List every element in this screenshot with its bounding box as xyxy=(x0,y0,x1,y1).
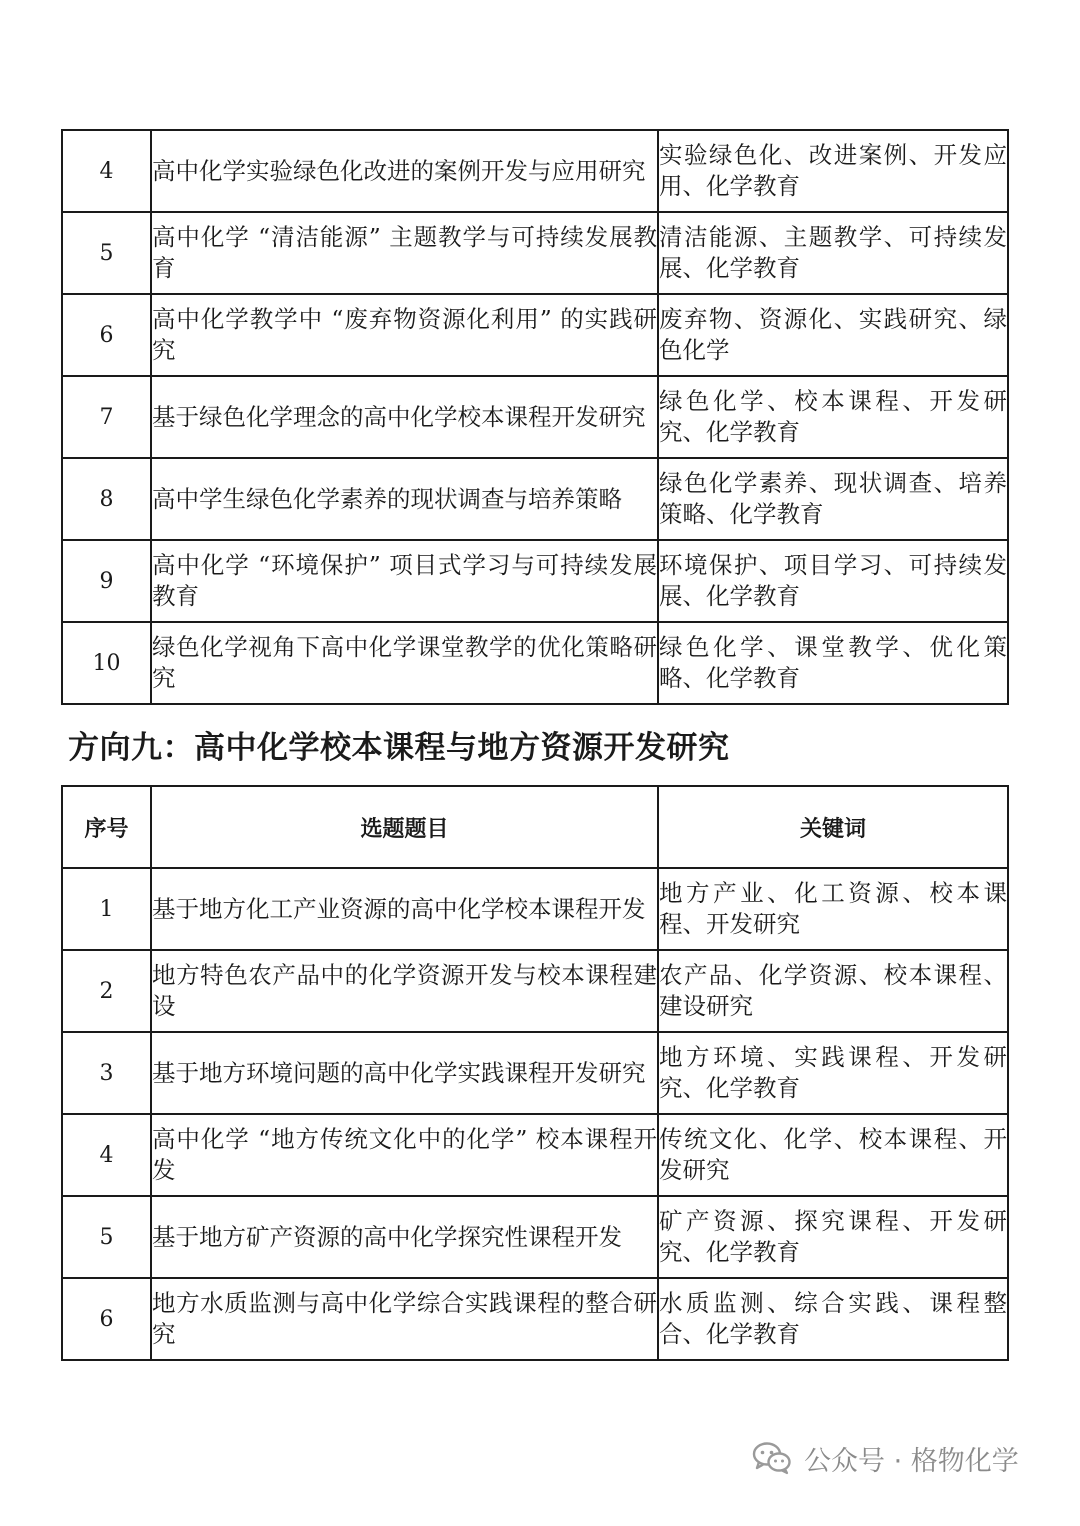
topic-title: 高中化学教学中 “废弃物资源化利用” 的实践研究 xyxy=(151,294,658,376)
topic-title: 高中化学 “地方传统文化中的化学” 校本课程开发 xyxy=(151,1114,658,1196)
row-number: 2 xyxy=(62,950,151,1032)
table-row xyxy=(62,130,1008,212)
topic-title: 基于地方环境问题的高中化学实践课程开发研究 xyxy=(151,1032,658,1114)
table-row xyxy=(62,540,1008,622)
table-row xyxy=(62,294,1008,376)
topics-table-continued xyxy=(61,129,1009,705)
table-row xyxy=(62,212,1008,294)
topic-title: 高中化学 “清洁能源” 主题教学与可持续发展教育 xyxy=(151,212,658,294)
topic-title: 地方特色农产品中的化学资源开发与校本课程建设 xyxy=(151,950,658,1032)
topic-keywords: 矿产资源、探究课程、开发研究、化学教育 xyxy=(658,1196,1008,1278)
table-header-row xyxy=(62,786,1008,868)
row-number: 8 xyxy=(62,458,151,540)
topic-keywords: 绿色化学、校本课程、开发研究、化学教育 xyxy=(658,376,1008,458)
table-row xyxy=(62,1114,1008,1196)
topic-title: 高中化学 “环境保护” 项目式学习与可持续发展教育 xyxy=(151,540,658,622)
topic-title: 绿色化学视角下高中化学课堂教学的优化策略研究 xyxy=(151,622,658,704)
row-number: 7 xyxy=(62,376,151,458)
wechat-icon xyxy=(752,1441,792,1475)
topic-title: 基于地方化工产业资源的高中化学校本课程开发 xyxy=(151,868,658,950)
topic-keywords: 废弃物、资源化、实践研究、绿色化学 xyxy=(658,294,1008,376)
table-row xyxy=(62,1278,1008,1360)
table-row xyxy=(62,622,1008,704)
row-number: 3 xyxy=(62,1032,151,1114)
section-heading: 方向九：高中化学校本课程与地方资源开发研究 xyxy=(68,730,730,766)
row-number: 6 xyxy=(62,294,151,376)
topic-keywords: 地方产业、化工资源、校本课程、开发研究 xyxy=(658,868,1008,950)
topic-title: 高中化学实验绿色化改进的案例开发与应用研究 xyxy=(151,130,658,212)
topic-title: 地方水质监测与高中化学综合实践课程的整合研究 xyxy=(151,1278,658,1360)
row-number: 4 xyxy=(62,130,151,212)
row-number: 6 xyxy=(62,1278,151,1360)
header-number: 序号 xyxy=(62,786,151,868)
topic-title: 高中学生绿色化学素养的现状调查与培养策略 xyxy=(151,458,658,540)
topic-keywords: 水质监测、综合实践、课程整合、化学教育 xyxy=(658,1278,1008,1360)
row-number: 1 xyxy=(62,868,151,950)
table-row xyxy=(62,950,1008,1032)
row-number: 4 xyxy=(62,1114,151,1196)
table-row xyxy=(62,1196,1008,1278)
row-number: 5 xyxy=(62,212,151,294)
topic-title: 基于地方矿产资源的高中化学探究性课程开发 xyxy=(151,1196,658,1278)
row-number: 5 xyxy=(62,1196,151,1278)
wechat-watermark xyxy=(752,1436,1019,1480)
table-row xyxy=(62,868,1008,950)
topic-keywords: 地方环境、实践课程、开发研究、化学教育 xyxy=(658,1032,1008,1114)
topic-title: 基于绿色化学理念的高中化学校本课程开发研究 xyxy=(151,376,658,458)
topic-keywords: 农产品、化学资源、校本课程、建设研究 xyxy=(658,950,1008,1032)
row-number: 9 xyxy=(62,540,151,622)
topic-keywords: 实验绿色化、改进案例、开发应用、化学教育 xyxy=(658,130,1008,212)
table-row xyxy=(62,1032,1008,1114)
table-row xyxy=(62,458,1008,540)
header-title: 选题题目 xyxy=(151,786,658,868)
topics-table-section9 xyxy=(61,785,1009,1361)
topic-keywords: 绿色化学、课堂教学、优化策略、化学教育 xyxy=(658,622,1008,704)
row-number: 10 xyxy=(62,622,151,704)
table-row xyxy=(62,376,1008,458)
header-keywords: 关键词 xyxy=(658,786,1008,868)
watermark-text: 公众号 · 格物化学 xyxy=(804,1445,1019,1477)
topic-keywords: 环境保护、项目学习、可持续发展、化学教育 xyxy=(658,540,1008,622)
topic-keywords: 清洁能源、主题教学、可持续发展、化学教育 xyxy=(658,212,1008,294)
topic-keywords: 绿色化学素养、现状调查、培养策略、化学教育 xyxy=(658,458,1008,540)
topic-keywords: 传统文化、化学、校本课程、开发研究 xyxy=(658,1114,1008,1196)
